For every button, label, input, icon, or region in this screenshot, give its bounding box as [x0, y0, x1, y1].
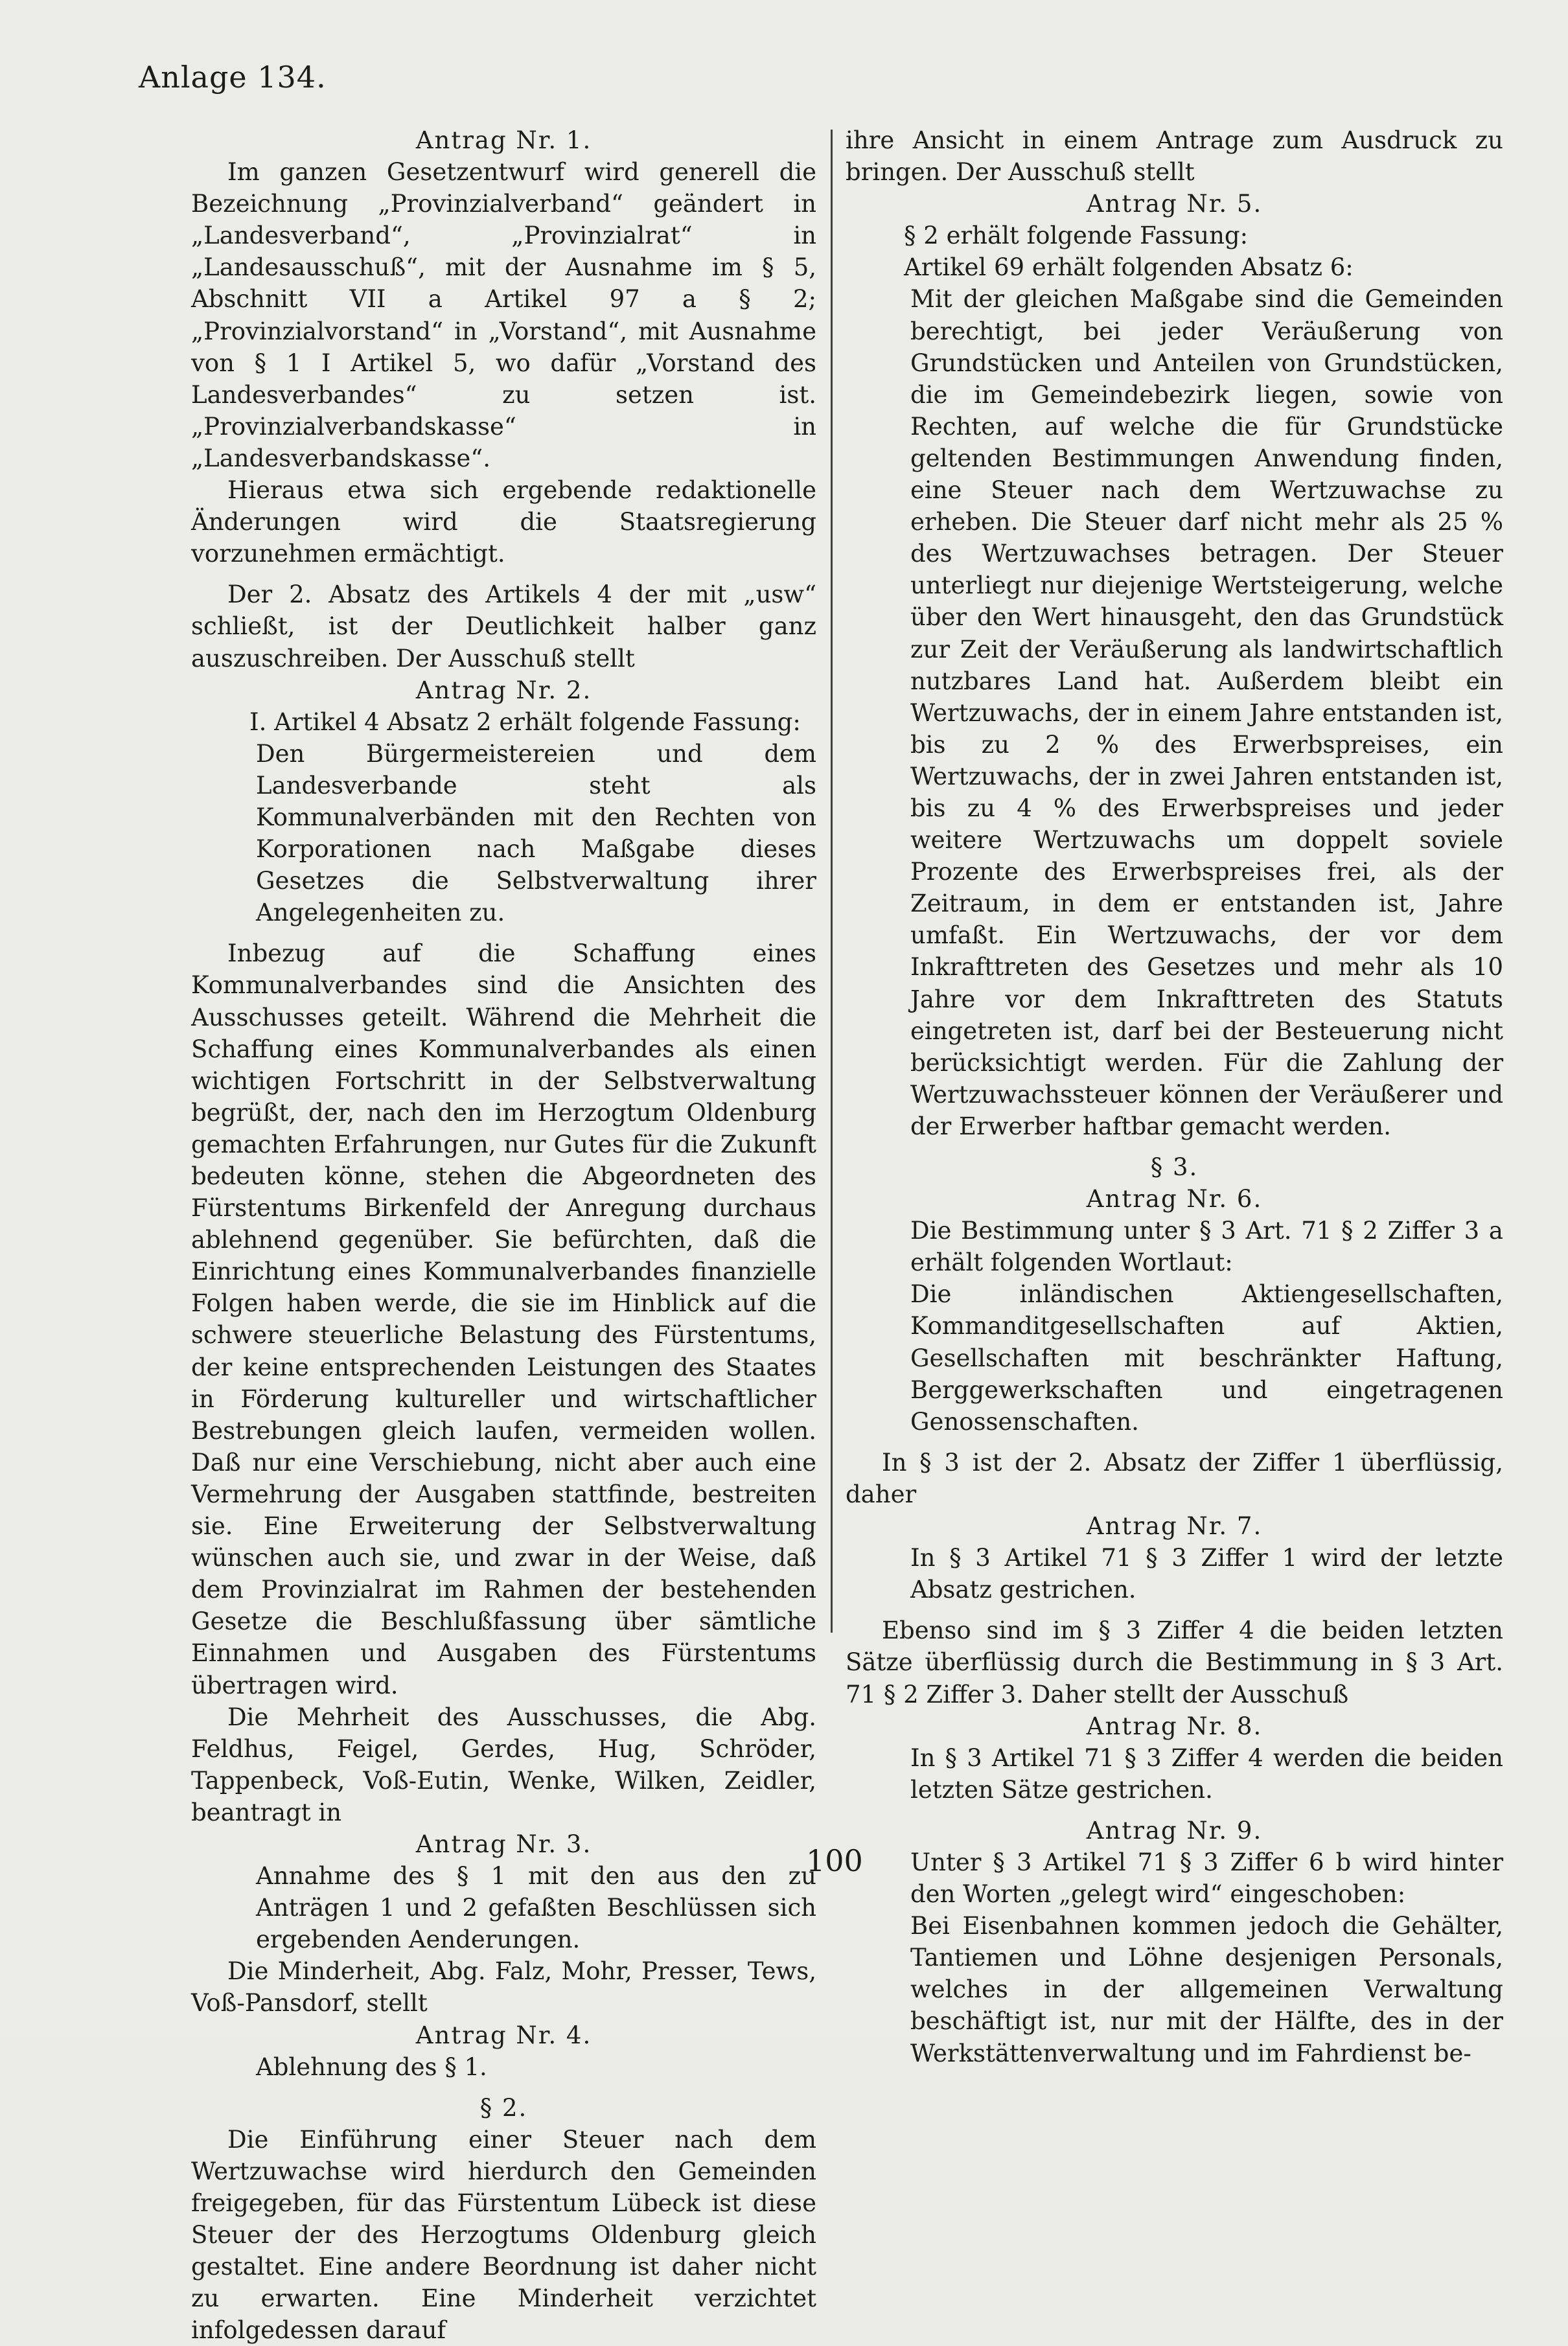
paragraph: Ablehnung des § 1. — [256, 2053, 487, 2081]
page-number: 100 — [806, 1843, 863, 1878]
paragraph: ihre Ansicht in einem Antrage zum Ausdruck zu bringen. Der Ausschuß stellt — [846, 126, 1503, 187]
paragraph: In § 3 ist der 2. Absatz der Ziffer 1 überflüssig, daher — [846, 1448, 1503, 1508]
section-heading: Antrag Nr. 2. — [415, 676, 592, 704]
section-heading: Antrag Nr. 9. — [1086, 1816, 1263, 1845]
section-heading: Antrag Nr. 7. — [1086, 1512, 1263, 1541]
paragraph: Bei Eisenbahnen kommen jedoch die Gehälter, Tantiemen und Löhne desjenigen Personals, welches in der allgemeinen Verwaltung beschäftigt ist, nur mit der Hälfte, des in der Werkstättenverwaltung und im Fahrdienst be- — [910, 1912, 1503, 2067]
paragraph: Der 2. Absatz des Artikels 4 der mit „usw“ schließt, ist der Deutlichkeit halber ganz auszuschreiben. Der Ausschuß stellt — [191, 581, 816, 673]
paragraph: Unter § 3 Artikel 71 § 3 Ziffer 6 b wird hinter den Worten „gelegt wird“ eingeschoben: — [910, 1848, 1503, 1909]
paragraph: Die Minderheit, Abg. Falz, Mohr, Presser, Tews, Voß-Pansdorf, stellt — [191, 1957, 816, 2018]
paragraph: In § 3 Artikel 71 § 3 Ziffer 4 werden die beiden letzten Sätze gestrichen. — [910, 1743, 1503, 1804]
section-heading: Antrag Nr. 5. — [1086, 190, 1263, 218]
section-heading: § 3. — [1150, 1153, 1199, 1181]
paragraph: Annahme des § 1 mit den aus den zu Anträgen 1 und 2 gefaßten Beschlüssen sich ergebenden Aenderungen. — [256, 1862, 816, 1954]
paragraph: Mit der gleichen Maßgabe sind die Gemeinden berechtigt, bei jeder Veräußerung von Grundstücken und Anteilen von Grundstücken, die im Gemeindebezirk liegen, sowie von Rechten, auf welche die für Grundstücke geltenden Bestimmungen Anwendung finden, eine Steuer nach dem Wertzuwachse zu erheben. Die Steuer darf nicht mehr als 25 % des Wertzuwachses betragen. Der Steuer unterliegt nur diejenige Wertsteigerung, welche über den Wert hinausgeht, den das Grundstück zur Zeit der Veräußerung als landwirtschaftlich nutzbares Land hat. Außerdem bleibt ein Wertzuwachs, der in einem Jahre entstanden ist, bis zu 2 % des Erwerbspreises, ein Wertzuwachs, der in zwei Jahren entstanden ist, bis zu 4 % des Erwerbspreises und jeder weitere Wertzuwachs um doppelt soviele Prozente des Erwerbspreises frei, als der Zeitraum, in dem er entstanden ist, Jahre umfaßt. Ein Wertzuwachs, der vor dem Inkrafttreten des Gesetzes und mehr als 10 Jahre vor dem Inkrafttreten des Statuts eingetreten ist, darf bei der Besteuerung nicht berücksichtigt werden. Für die Zahlung der Wertzuwachssteuer können der Veräußerer und der Erwerber haftbar gemacht werden. — [910, 285, 1503, 1140]
paragraph: Die Mehrheit des Ausschusses, die Abg. Feldhus, Feigel, Gerdes, Hug, Schröder, Tappenbeck, Voß-Eutin, Wenke, Wilken, Zeidler, beantragt in — [191, 1703, 816, 1826]
paragraph: In § 3 Artikel 71 § 3 Ziffer 1 wird der letzte Absatz gestrichen. — [910, 1544, 1503, 1604]
paragraph: Die Bestimmung unter § 3 Art. 71 § 2 Ziffer 3 a erhält folgenden Wortlaut: — [910, 1217, 1503, 1277]
paragraph: Hieraus etwa sich ergebende redaktionelle Änderungen wird die Staatsregierung vorzunehmen ermächtigt. — [191, 476, 816, 568]
left-column — [191, 124, 816, 2346]
section-heading: Antrag Nr. 6. — [1086, 1185, 1263, 1213]
paragraph: Die Einführung einer Steuer nach dem Wertzuwachse wird hierdurch den Gemeinden freigegeben, für das Fürstentum Lübeck ist diese Steuer der des Herzogtums Oldenburg gleich gestaltet. Eine andere Beordnung ist daher nicht zu erwarten. Eine Minderheit verzichtet infolgedessen darauf — [191, 2125, 816, 2345]
section-heading: Antrag Nr. 3. — [415, 1830, 592, 1858]
right-column — [846, 124, 1503, 2069]
section-heading: § 2. — [479, 2093, 528, 2122]
paragraph: Die inländischen Aktiengesellschaften, Kommanditgesellschaften auf Aktien, Gesellschaften mit beschränkter Haftung, Berggewerkschaften und eingetragenen Genossenschaften. — [910, 1280, 1503, 1436]
paragraph: Ebenso sind im § 3 Ziffer 4 die beiden letzten Sätze überflüssig durch die Bestimmung in § 3 Art. 71 § 2 Ziffer 3. Daher stellt der Ausschuß — [846, 1616, 1503, 1708]
paragraph: Im ganzen Gesetzentwurf wird generell die Bezeichnung „Provinzialverband“ geändert in „Landesverband“, „Provinzialrat“ in „Landesausschuß“, mit der Ausnahme im § 5, Abschnitt VII a Artikel 97 a § 2; „Provinzialvorstand“ in „Vorstand“, mit Ausnahme von § 1 I Artikel 5, wo dafür „Vorstand des Landesverbandes“ zu setzen ist. „Provinzialverbandskasse“ in „Landesverbandskasse“. — [191, 158, 816, 472]
column-divider — [831, 130, 833, 1633]
paragraph: Artikel 69 erhält folgenden Absatz 6: — [904, 253, 1354, 282]
section-heading: Antrag Nr. 4. — [415, 2021, 592, 2049]
paragraph: Inbezug auf die Schaffung eines Kommunalverbandes sind die Ansichten des Ausschusses geteilt. Während die Mehrheit die Schaffung eines Kommunalverbandes als einen wichtigen Fortschritt in der Selbstverwaltung begrüßt, der, nach den im Herzogtum Oldenburg gemachten Erfahrungen, nur Gutes für die Zukunft bedeuten könne, stehen die Abgeordneten des Fürstentums Birkenfeld der Anregung durchaus ablehnend gegenüber. Sie befürchten, daß die Einrichtung eines Kommunalverbandes finanzielle Folgen haben werde, die sie im Hinblick auf die schwere steuerliche Belastung des Fürstentums, der keine entsprechenden Leistungen des Staates in Förderung kultureller und wirtschaftlicher Bestrebungen gleich laufen, vermeiden wollen. Daß nur eine Verschiebung, nicht aber auch eine Vermehrung der Ausgaben stattfinde, bestreiten sie. Eine Erweiterung der Selbstverwaltung wünschen auch sie, und zwar in der Weise, daß dem Provinzialrat im Rahmen der bestehenden Gesetze die Beschlußfassung über sämtliche Einnahmen und Ausgaben des Fürstentums übertragen wird. — [191, 939, 816, 1699]
paragraph: I. Artikel 4 Absatz 2 erhält folgende Fassung: — [249, 707, 801, 736]
section-heading: Antrag Nr. 1. — [415, 126, 592, 154]
paragraph: § 2 erhält folgende Fassung: — [904, 222, 1249, 250]
section-heading: Antrag Nr. 8. — [1086, 1712, 1263, 1740]
paragraph: Den Bürgermeistereien und dem Landesverbande steht als Kommunalverbänden mit den Rechten von Korporationen nach Maßgabe dieses Gesetzes die Selbstverwaltung ihrer Angelegenheiten zu. — [256, 739, 816, 927]
annex-header: Anlage 134. — [139, 60, 327, 95]
